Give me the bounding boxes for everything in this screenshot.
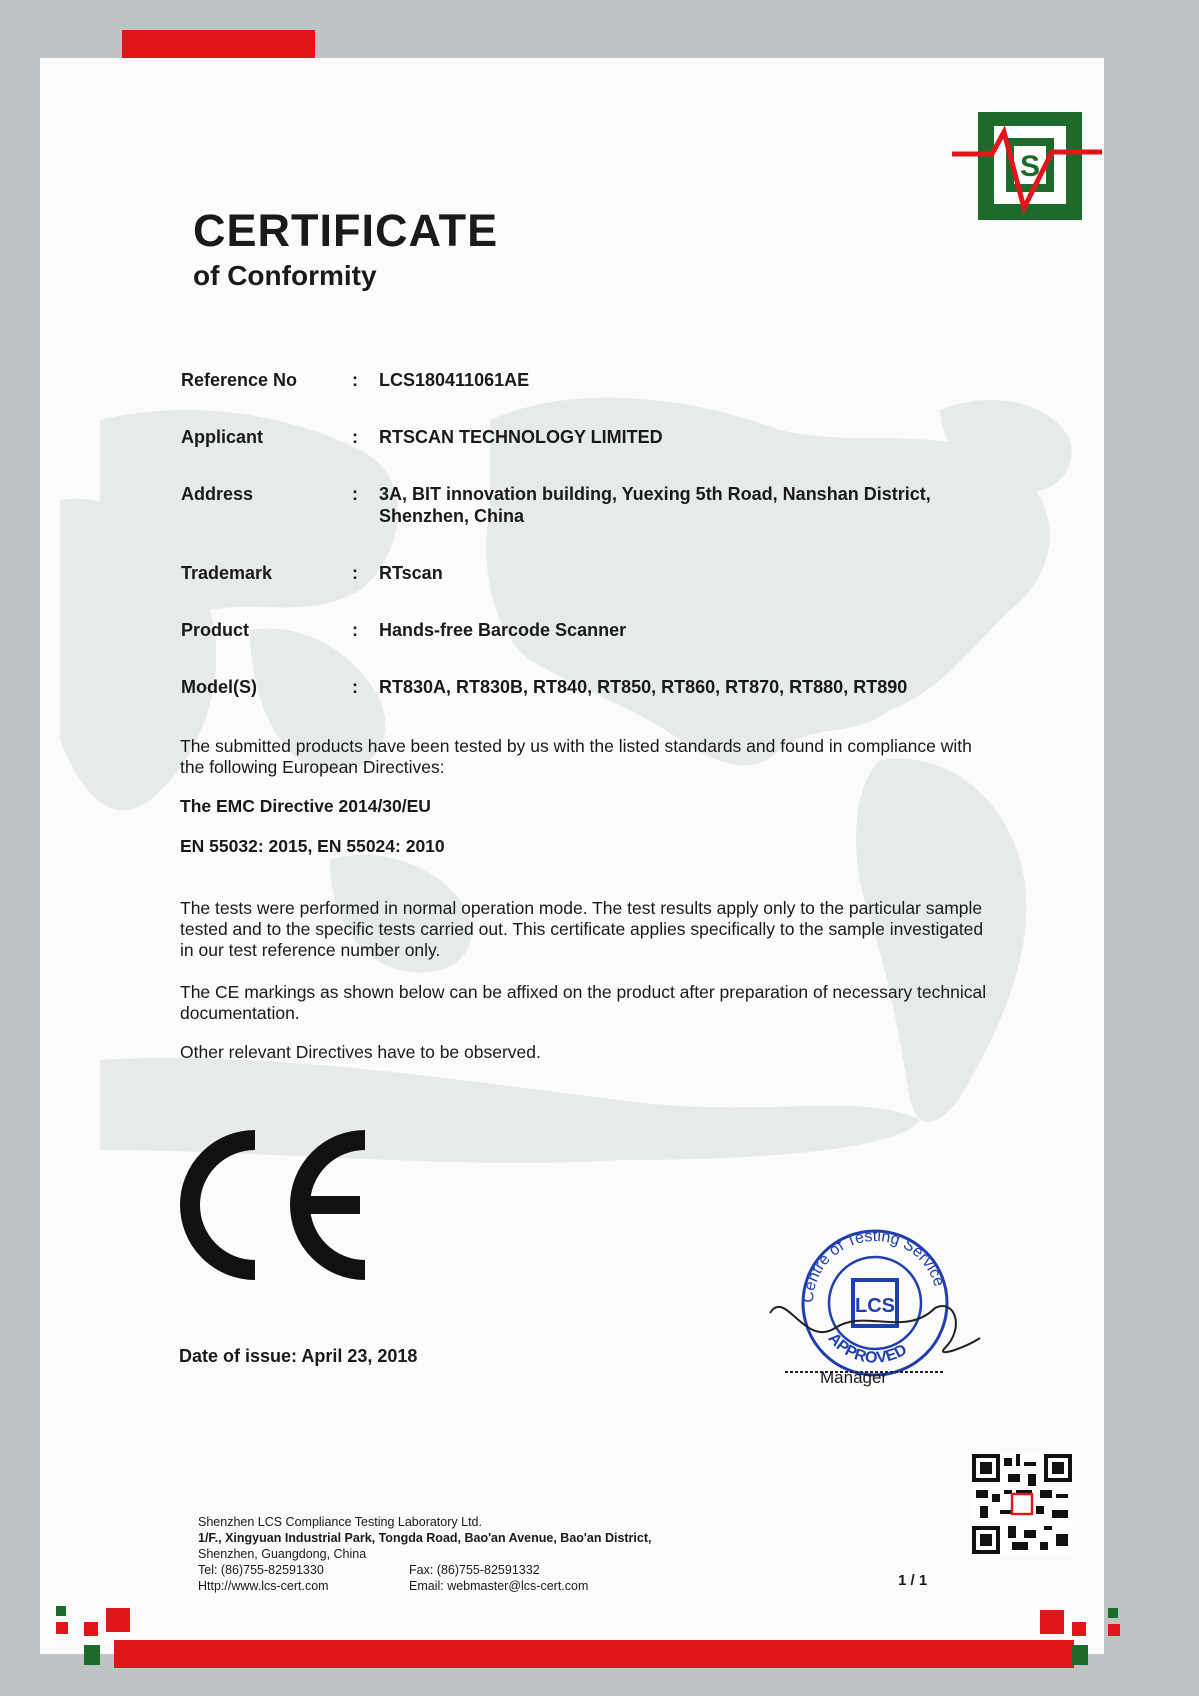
svg-text:Centre of Testing Service: Centre of Testing Service xyxy=(799,1227,948,1304)
trademark-value: RTscan xyxy=(379,563,443,583)
tests-line: The tests were performed in normal operation mode. The test results apply only to the particular sample xyxy=(180,898,983,918)
address-value: 3A, BIT innovation building, Yuexing 5th Road, Nanshan District, xyxy=(379,484,931,504)
field-colon: : xyxy=(352,427,358,447)
standards: EN 55032: 2015, EN 55024: 2010 xyxy=(180,836,445,856)
svg-text:APPROVED: APPROVED xyxy=(824,1329,910,1367)
footer-website[interactable]: Http://www.lcs-cert.com xyxy=(198,1579,329,1593)
corner-square xyxy=(1072,1645,1088,1665)
footer-address: 1/F., Xingyuan Industrial Park, Tongda Road, Bao'an Avenue, Bao'an District, xyxy=(198,1531,652,1545)
top-red-bar xyxy=(122,30,315,58)
tests-line: tested and to the specific tests carried out. This certificate applies specifically to the sample investigated xyxy=(180,919,984,939)
footer-email[interactable]: Email: webmaster@lcs-cert.com xyxy=(409,1579,589,1593)
corner-square xyxy=(1072,1622,1086,1636)
directive: The EMC Directive 2014/30/EU xyxy=(180,796,431,816)
field-label: Trademark xyxy=(181,563,273,583)
field-label: Product xyxy=(181,620,250,640)
field-label: Reference No xyxy=(181,370,298,390)
field-label: Address xyxy=(181,484,254,504)
footer-tel: Tel: (86)755-82591330 xyxy=(198,1563,324,1577)
field-label: Applicant xyxy=(181,427,264,447)
ce-marking-line: documentation. xyxy=(180,1003,300,1023)
corner-square xyxy=(106,1608,130,1632)
field-colon: : xyxy=(352,677,358,697)
footer-company: Shenzhen LCS Compliance Testing Laboratory Ltd. xyxy=(198,1515,482,1529)
field-label: Model(S) xyxy=(181,677,257,697)
date-of-issue: Date of issue: April 23, 2018 xyxy=(179,1346,418,1366)
field-colon: : xyxy=(352,370,358,390)
certificate-title: CERTIFICATE xyxy=(193,205,499,256)
corner-square xyxy=(1108,1624,1120,1636)
corner-square xyxy=(84,1645,100,1665)
svg-text:LCS: LCS xyxy=(855,1295,895,1317)
corner-square xyxy=(1040,1610,1064,1634)
svg-text:S: S xyxy=(1019,150,1041,183)
corner-square xyxy=(1108,1608,1118,1618)
footer-fax: Fax: (86)755-82591332 xyxy=(409,1563,540,1577)
field-colon: : xyxy=(352,563,358,583)
ce-mark-icon xyxy=(180,1130,380,1280)
field-colon: : xyxy=(352,484,358,504)
address-value-line2: Shenzhen, China xyxy=(379,506,525,526)
corner-square xyxy=(84,1622,98,1636)
footer-address-line2: Shenzhen, Guangdong, China xyxy=(198,1547,367,1561)
manager-label: Manager xyxy=(820,1368,888,1387)
ce-marking-line: The CE markings as shown below can be affixed on the product after preparation of necessary technical xyxy=(180,982,987,1002)
applicant-value: RTSCAN TECHNOLOGY LIMITED xyxy=(379,427,663,447)
intro-line: The submitted products have been tested by us with the listed standards and found in compliance with xyxy=(180,736,972,756)
lcs-logo xyxy=(952,112,1102,222)
corner-square xyxy=(56,1622,68,1634)
certificate-subtitle: of Conformity xyxy=(193,260,377,291)
intro-line: the following European Directives: xyxy=(180,757,445,777)
corner-square xyxy=(56,1606,66,1616)
page-number: 1 / 1 xyxy=(898,1572,928,1589)
field-colon: : xyxy=(352,620,358,640)
reference-no-value: LCS180411061AE xyxy=(379,370,530,390)
tests-line: in our test reference number only. xyxy=(180,940,441,960)
product-value: Hands-free Barcode Scanner xyxy=(379,620,627,640)
qr-code xyxy=(972,1454,1072,1554)
models-value: RT830A, RT830B, RT840, RT850, RT860, RT870, RT880, RT890 xyxy=(379,677,908,697)
bottom-red-bar xyxy=(114,1640,1074,1668)
other-directives: Other relevant Directives have to be observed. xyxy=(180,1042,541,1062)
